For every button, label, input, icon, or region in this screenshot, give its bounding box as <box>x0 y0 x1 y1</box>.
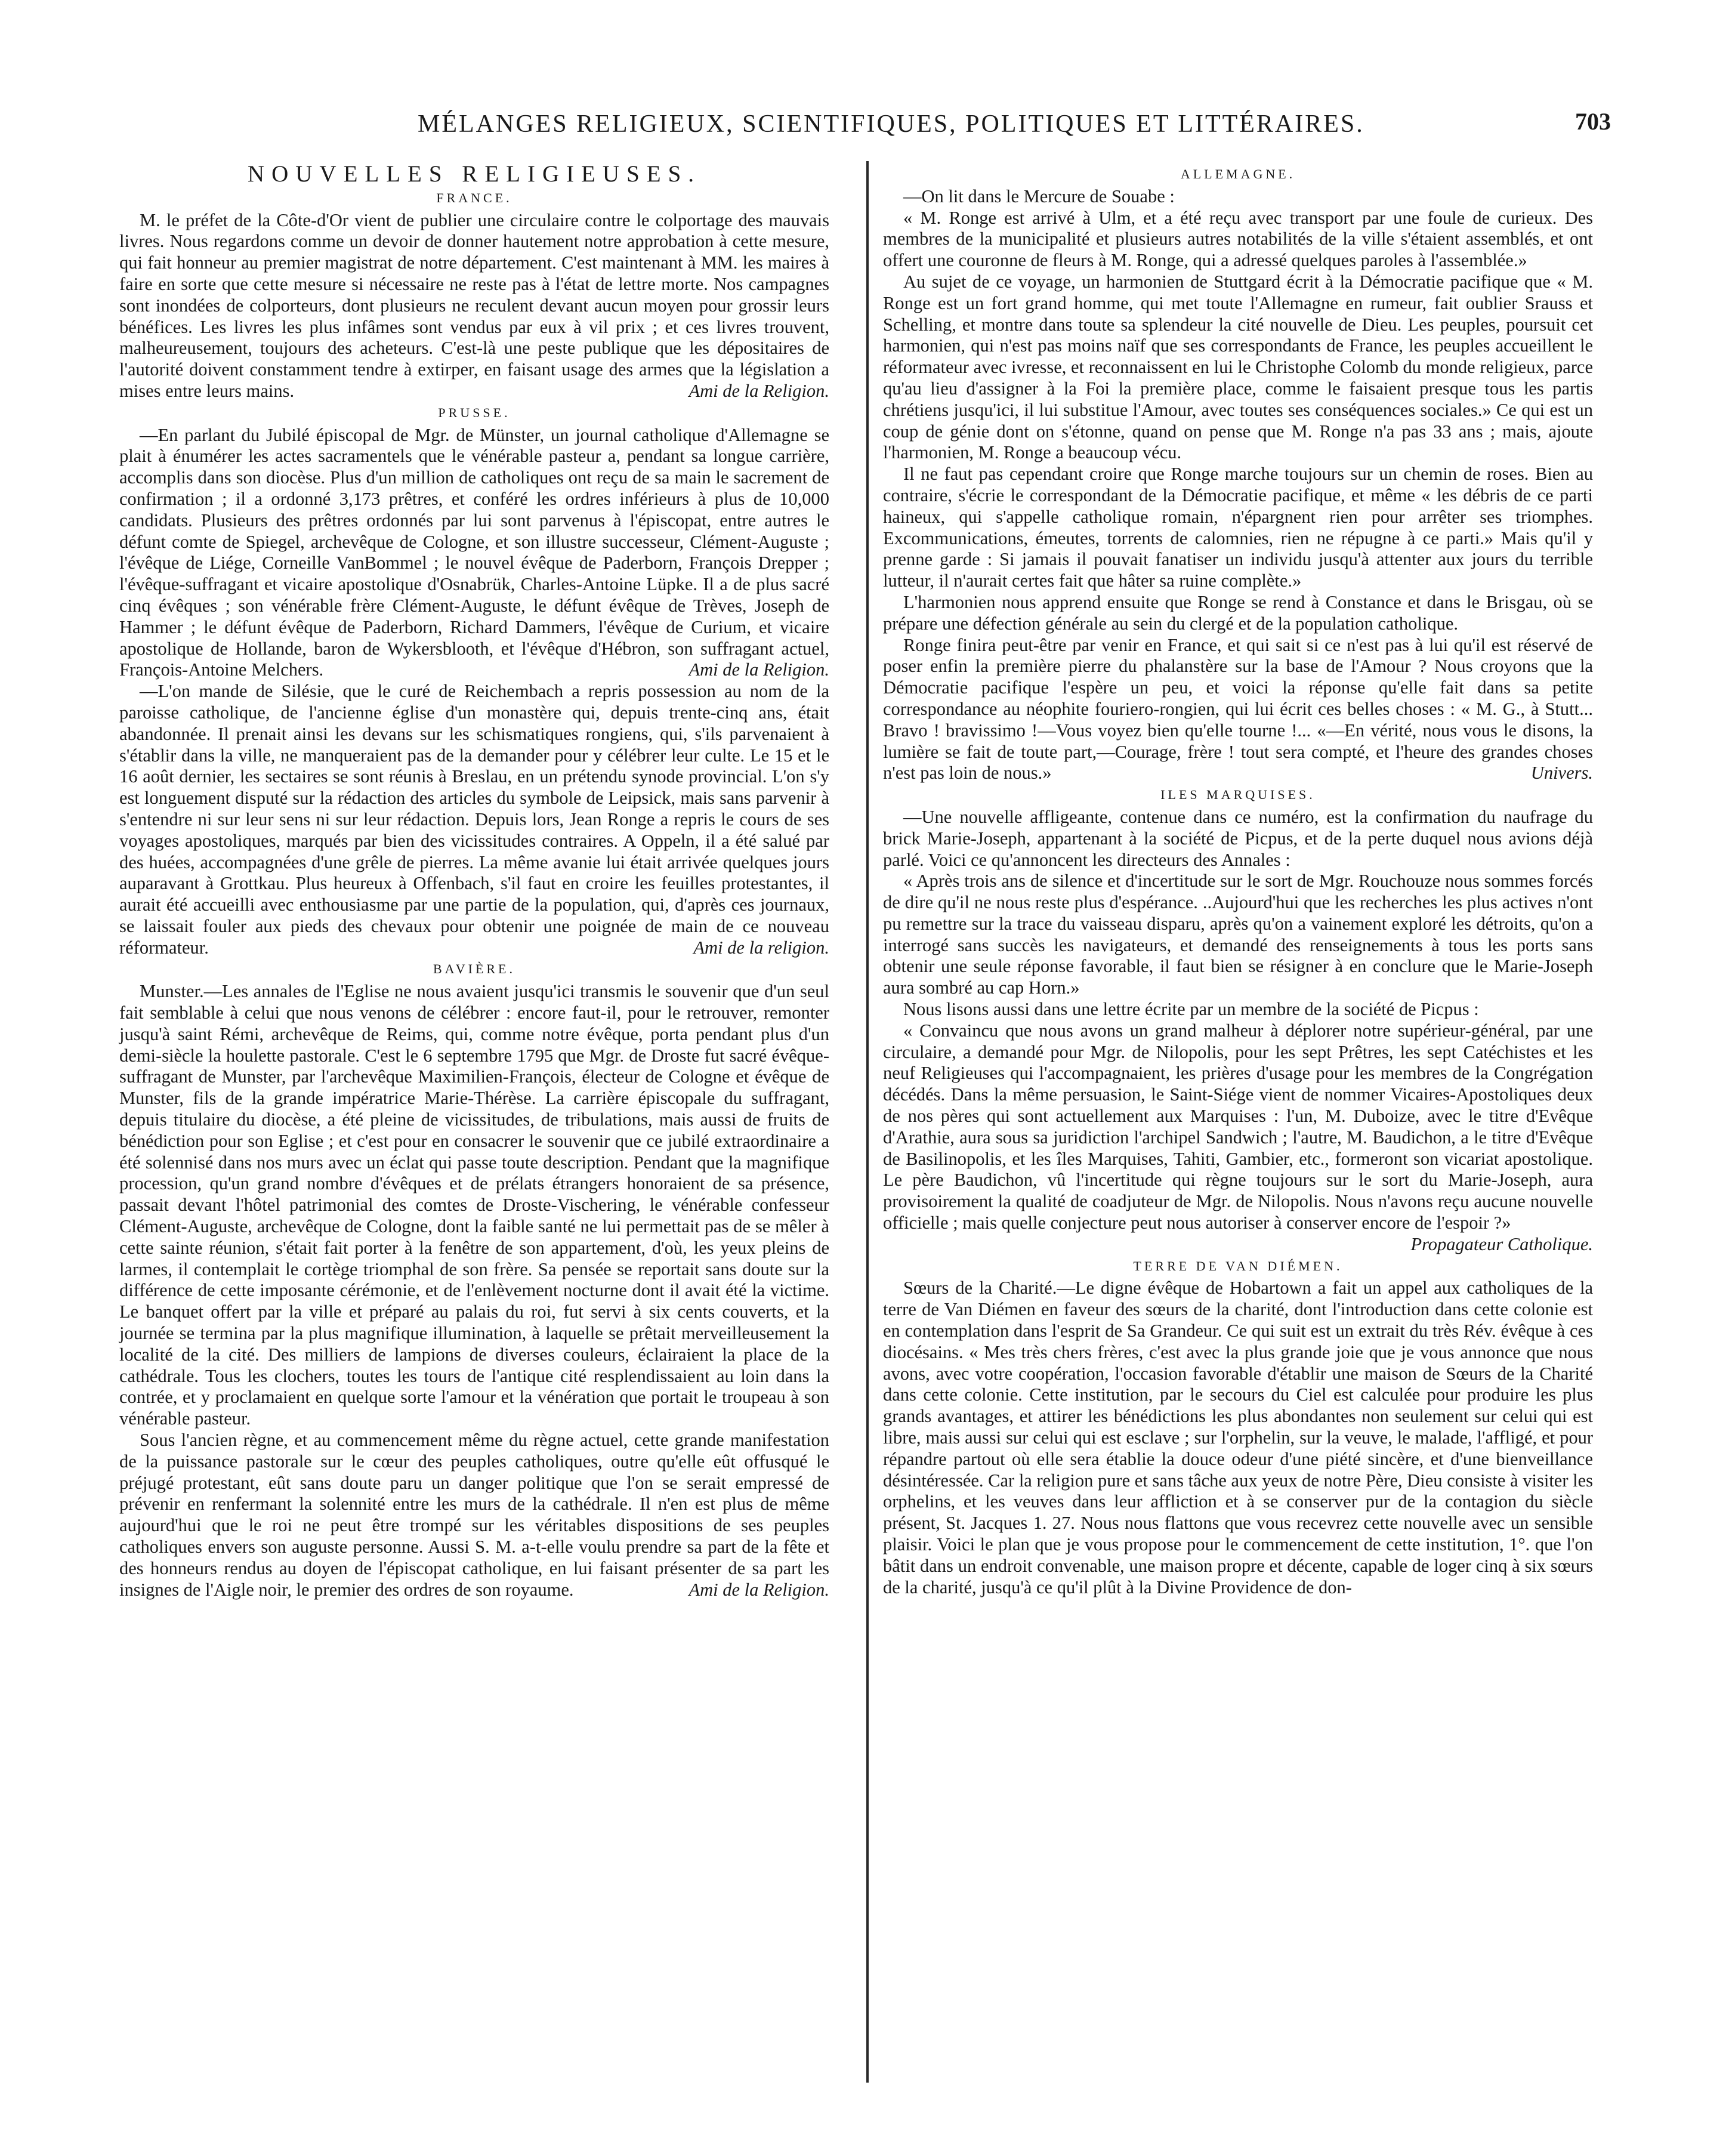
article-paragraph: —On lit dans le Mercure de Souabe : <box>903 186 1175 206</box>
section-heading-prusse: PRUSSE. <box>438 405 511 420</box>
article-paragraph: « Après trois ans de silence et d'incertitude sur le sort de Mgr. Rouchouze nous sommes forcés de dire qu'il ne nous reste plus d'espérance. ..Aujourd'hui que les recherches les plus actives n'ont pu remettre sur la trace du vaisseau disparu, après qu'on a vainement exploré les détroits, qu'on a interrogé sans succès les navigateurs, et demandé des renseignements à tous les ports sans obtenir une seule réponse favorable, il faut bien se résigner à en conclure que le Marie-Joseph aura sombré au cap Horn.» <box>883 871 1593 998</box>
right-column <box>883 164 1593 1598</box>
section-heading-baviere: BAVIÈRE. <box>433 961 515 977</box>
article-paragraph: Sous l'ancien règne, et au commencement même du règne actuel, cette grande manifestation de la puissance pastorale sur le cœur des peuples catholiques, outre qu'elle eût offusqué le préjugé protestant, eût sans doute paru un danger politique que l'on se serait empressé de prévenir en renfermant la solennité entre les murs de la cathédrale. Il n'en est plus de même aujourd'hui que le roi ne peut être trompé sur les véritables dispositions de ses peuples catholiques envers son auguste personne. Aussi S. M. a-t-elle voulu prendre sa part de la fête et des honneurs rendus au doyen de l'épiscopat catholique, en lui faisant présenter de sa part les insignes de l'Aigle noir, le premier des ordres de son royaume. Ami de la Religion. <box>119 1430 829 1600</box>
section-heading-iles-marquises: ILES MARQUISES. <box>1160 787 1316 803</box>
page-number: 703 <box>1575 108 1611 135</box>
section-heading-france: FRANCE. <box>436 190 512 205</box>
article-paragraph: « Convaincu que nous avons un grand malheur à déplorer notre supérieur-général, par une circulaire, a demandé pour Mgr. de Nilopolis, pour les sept Prêtres, les sept Catéchistes et les neuf Religieuses qui l'accompagnaient, les prières d'usage pour les membres de la Congrégation décédés. Dans la même persuasion, le Saint-Siége vient de nommer Vicaires-Apostoliques deux de nos pères qui sont actuellement aux Marquises : l'un, M. Duboize, avec le titre d'Evêque d'Arathie, aura sous sa juridiction l'archipel Sandwich ; l'autre, M. Baudichon, a le titre d'Evêque de Basilinopolis, et les îles Marquises, Tahiti, Gambier, etc., formeront son vicariat apostolique. Le père Baudichon, vû l'incertitude qui règne toujours sur le sort du Marie-Joseph, aura provisoirement la qualité de coadjuteur de Mgr. de Nilopolis. Nous n'avons reçu aucune nouvelle officielle ; mais quelle conjecture peut nous autoriser à conserver encore de l'espoir ?» Propagateur Catholique. <box>883 1020 1593 1254</box>
article-paragraph: —Une nouvelle affligeante, contenue dans ce numéro, est la confirmation du naufrage du brick Marie-Joseph, appartenant à la société de Picpus, et de la perte duquel nous avions déjà parlé. Voici ce qu'annoncent les directeurs des Annales : <box>883 806 1593 870</box>
article-paragraph: —L'on mande de Silésie, que le curé de Reichembach a repris possession au nom de la paroisse catholique, de l'ancienne église d'un monastère qui, depuis trente-cinq ans, était abandonnée. Il prenait ainsi les devans sur les schismatiques rongiens, qui, s'ils parvenaient à s'établir dans la ville, ne manqueraient pas de la demander pour y célébrer leur culte. Le 15 et le 16 août dernier, les sectaires se sont réunis à Breslau, en un prétendu synode provincial. L'on s'y est longuement disputé sur la rédaction des articles du symbole de Leipsick, mais sans parvenir à s'entendre ni sur leur sens ni sur leur rédaction. Depuis lors, Jean Ronge a repris le cours de ses voyages apostoliques, marqués par bien des vicissitudes contraires. A Oppeln, il a été salué par des huées, accompagnées d'une grêle de pierres. La même avanie lui était arrivée quelques jours auparavant à Grottkau. Plus heureux à Offenbach, s'il faut en croire les feuilles protestantes, il aurait été accueilli avec enthousiasme par une partie de la population, qui, d'après ces journaux, se laissait fouler aux pieds des chevaux pour obtenir une poignée de main de ce nouveau réformateur. Ami de la religion. <box>119 681 829 958</box>
section-heading-terre-de-van-diemen: TERRE DE VAN DIÉMEN. <box>1133 1258 1343 1273</box>
article-source: Propagateur Catholique. <box>1410 1233 1593 1254</box>
running-title: MÉLANGES RELIGIEUX, SCIENTIFIQUES, POLITIQUES ET LITTÉRAIRES. <box>418 110 1364 138</box>
article-source: Ami de la religion. <box>693 937 829 958</box>
column-divider <box>866 161 869 2083</box>
article-paragraph: Au sujet de ce voyage, un harmonien de Stuttgard écrit à la Démocratie pacifique que « M. Ronge est un fort grand homme, qui met toute l'Allemagne en rumeur, fait oublier Srauss et Schelling, et montre dans toute sa splendeur la cité nouvelle de Dieu. Les peuples, poursuit cet harmonien, qui n'est pas moins naïf que ses correspondants de France, les peuples accueillent le réformateur avec ivresse, et reconnaissent en lui le Christophe Colomb du monde religieux, parce qu'au lieu d'assigner à la Foi la première place, comme le faisaient presque tous les partis chrétiens jusqu'ici, il lui substitue l'Amour, avec toutes ses conséquences sociales.» Ce qui est un coup de génie dont on s'étonne, quand on pense que M. Ronge n'a pas 33 ans ; mais, ajoute l'harmonien, M. Ronge a beaucoup vécu. <box>883 271 1593 463</box>
article-paragraph: Sœurs de la Charité.—Le digne évêque de Hobartown a fait un appel aux catholiques de la terre de Van Diémen en faveur des sœurs de la charité, dont l'introduction dans cette colonie est en contemplation dans l'esprit de Sa Grandeur. Ce qui suit est un extrait du très Rév. évêque à ces diocésains. « Mes très chers frères, c'est avec la plus grande joie que je vous annonce que nous avons, avec votre coopération, l'occasion favorable d'établir une maison de Sœurs de la Charité dans cette colonie. Cette institution, par le secours du Ciel est calculée pour produire les plus grands avantages, et attirer les bénédictions les plus abondantes non seulement sur celui qui est libre, mais aussi sur celui qui est esclave ; sur l'orphelin, sur la veuve, le malade, l'affligé, et pour répandre partout où elle sera établie la douce odeur d'une piété sincère, et d'une bienveillance désintéressée. Car la religion pure et sans tâche aux yeux de notre Père, Dieu consiste à visiter les orphelins, et les veuves dans leur affliction et à se conserver pur de la contagion du siècle présent, St. Jacques 1. 27. Nous nous flattons que vous recevrez cette nouvelle avec un sensible plaisir. Voici le plan que je vous propose pour le commencement de cette institution, 1°. que l'on bâtit dans un endroit convenable, une maison propre et décente, capable de loger cinq à six sœurs de la charité, jusqu'à ce qu'il plût à la Divine Providence de don- <box>883 1278 1593 1597</box>
article-paragraph: « M. Ronge est arrivé à Ulm, et a été reçu avec transport par une foule de curieux. Des membres de la municipalité et plusieurs autres notabilités de la ville s'étaient assemblés, et ont offert une couronne de fleurs à M. Ronge, qui a adressé quelques paroles à l'assemblée.» <box>883 207 1593 271</box>
article-source: Ami de la Religion. <box>688 659 829 680</box>
article-paragraph: —En parlant du Jubilé épiscopal de Mgr. de Münster, un journal catholique d'Allemagne se plait à énumérer les actes sacramentels que le vénérable pasteur a, pendant sa longue carrière, accomplis dans son diocèse. Plus d'un million de catholiques ont reçu de sa main le sacrement de confirmation ; il a ordonné 3,173 prêtres, et conféré les ordres inférieurs à plus de 10,000 candidats. Plusieurs des prêtres ordonnés par lui sont parvenus à l'épiscopat, entre autres le défunt comte de Spiegel, archevêque de Cologne, et son illustre successeur, Clément-Auguste ; l'évêque de Liége, Corneille VanBommel ; le nouvel évêque de Paderborn, François Drepper ; l'évêque-suffragant et vicaire apostolique d'Osnabrük, Charles-Antoine Lüpke. Il a de plus sacré cinq évêques ; son vénérable frère Clément-Auguste, le défunt évêque de Trèves, Joseph de Hammer ; le défunt évêque de Paderborn, Richard Dammers, l'évêque de Curium, et vicaire apostolique de Hollande, baron de Wykersblooth, et l'évêque d'Hébron, son suffragant actuel, François-Antoine Melchers. Ami de la Religion. <box>119 424 829 680</box>
article-paragraph: Ronge finira peut-être par venir en France, et qui sait si ce n'est pas à lui qu'il est réservé de poser enfin la première pierre du phalanstère sur la base de l'Amour ? Nous croyons que la Démocratie pacifique l'espère un peu, et voici la réponse qu'elle fait dans sa petite correspondance au néophite fouriero-rongien, qui lui écrit ces belles choses : « M. G., à Stutt... Bravo ! bravissimo !—Vous voyez bien qu'elle tourne !... «—En vérité, nous vous le disons, la lumière se fait de toute part,—Courage, frère ! tout sera compté, et l'heure des grandes choses n'est pas loin de nous.» Univers. <box>883 634 1593 784</box>
article-source: Ami de la Religion. <box>688 380 829 401</box>
article-paragraph: Il ne faut pas cependant croire que Ronge marche toujours sur un chemin de roses. Bien au contraire, s'écrie le correspondant de la Démocratie pacifique, et même « les débris de ce parti haineux, qui s'appelle catholique romain, n'épargnent rien pour arrêter ses triomphes. Excommunications, émeutes, torrents de calomnies, rien ne répugne à ce parti.» Mais qu'il y prenne garde : Si jamais il pouvait fanatiser un individu jusqu'à attenter aux jours du terrible lutteur, il n'aurait certes fait que hâter sa ruine complète.» <box>883 464 1593 591</box>
article-paragraph: Munster.—Les annales de l'Eglise ne nous avaient jusqu'ici transmis le souvenir que d'un seul fait semblable à celui que nous venons de célébrer : encore faut-il, pour le retrouver, remonter jusqu'à saint Rémi, archevêque de Reims, qui, comme notre évêque, porta pendant plus d'un demi-siècle la houlette pastorale. C'est le 6 septembre 1795 que Mgr. de Droste fut sacré évêque-suffragant de Munster, par l'archevêque Maximilien-François, électeur de Cologne et évêque de Munster, fils de la grande impératrice Marie-Thérèse. La carrière épiscopale du suffragant, depuis titulaire du diocèse, a été pleine de vicissitudes, de tribulations, mais aussi de fruits de bénédiction pour son Eglise ; et c'est pour en consacrer le souvenir que ce jubilé extraordinaire a été solennisé dans nos murs avec un éclat qui passe toute description. Pendant que la magnifique procession, qu'un grand nombre d'évêques et de prélats étrangers honoraient de sa présence, passait devant l'hôtel patrimonial des comtes de Droste-Vischering, le vénérable confesseur Clément-Auguste, archevêque de Cologne, dont la faible santé ne lui permettait pas de se mêler à cette sainte réunion, s'était fait porter à la fenêtre de son appartement, d'où, les yeux pleins de larmes, il contemplait le cortège triomphal de son frère. Sa pensée se reportait sans doute sur la différence de cette imposante cérémonie, et de l'enlèvement nocturne dont il avait été la victime. Le banquet offert par la ville et préparé au palais du roi, fut servi à six cents couverts, et la journée se termina par la plus magnifique illumination, à laquelle se prêtait merveilleusement la localité de la cité. Des milliers de lampions de diverses couleurs, éclairaient la place de la cathédrale. Tous les clochers, toutes les tours de l'antique cité resplendissaient au loin dans la contrée, et y proclamaient en quelque sorte l'amour et la vénération que portait le troupeau à son vénérable pasteur. <box>119 981 829 1429</box>
article-paragraph: L'harmonien nous apprend ensuite que Ronge se rend à Constance et dans le Brisgau, où se prépare une défection générale au sein du clergé et de la population catholique. <box>883 591 1593 634</box>
column-title: NOUVELLES RELIGIEUSES. <box>247 161 702 187</box>
page-header <box>149 110 1611 146</box>
section-heading-allemagne: ALLEMAGNE. <box>1180 166 1296 181</box>
article-paragraph: Nous lisons aussi dans une lettre écrite par un membre de la société de Picpus : <box>903 999 1479 1020</box>
left-column <box>119 161 829 1600</box>
article-source: Univers. <box>1530 763 1593 784</box>
article-source: Ami de la Religion. <box>688 1579 829 1600</box>
article-paragraph: M. le préfet de la Côte-d'Or vient de publier une circulaire contre le colportage des mauvais livres. Nous regardons comme un devoir de donner hautement notre approbation à cette mesure, qui fait honneur au premier magistrat de notre département. C'est maintenant à MM. les maires à faire en sorte que cette mesure si nécessaire ne reste pas à l'état de lettre morte. Nos campagnes sont inondées de colporteurs, dont plusieurs ne reculent devant aucun moyen pour grossir leurs bénéfices. Les livres les plus infâmes sont vendus par eux à vil prix ; et ces livres trouvent, malheureusement, toujours des acheteurs. C'est-là une peste publique que les dépositaires de l'autorité doivent constamment tendre à extirper, en faisant usage des armes que la législation a mises entre leurs mains. Ami de la Religion. <box>119 209 829 401</box>
